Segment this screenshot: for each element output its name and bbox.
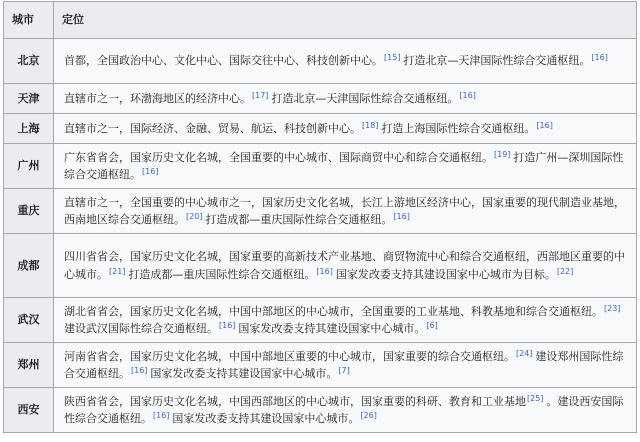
- position-text: 打造广州—深圳国际性综合交通枢纽。: [64, 150, 624, 181]
- position-text: 建设武汉国际性综合交通枢纽。: [64, 322, 218, 335]
- table-row: [4, 234, 637, 298]
- table-row: [4, 298, 637, 343]
- city-cell: 广州: [4, 144, 54, 189]
- citation-link[interactable]: [16]: [219, 321, 236, 330]
- citation-link[interactable]: [16]: [591, 53, 608, 63]
- city-cell: 北京: [4, 39, 54, 84]
- position-text: 直辖市之一，环渤海地区的经济中心。: [64, 91, 251, 105]
- position-text: 打造成都—重庆国际性综合交通枢纽。: [128, 267, 316, 281]
- citation-link[interactable]: [23]: [604, 303, 621, 313]
- position-text: 陕西省省会，国家历史文化名城，中国西部地区的中心城市，国家重要的科研、教育和工业基地: [64, 394, 526, 408]
- table-body: [4, 39, 637, 433]
- position-text: 直辖市之一，国际经济、金融、贸易、航运、科技创新中心。: [64, 121, 361, 135]
- citation-link[interactable]: [24]: [516, 348, 533, 358]
- position-cell: [54, 343, 637, 388]
- position-text: 国家发改委支持其建设国家中心城市。: [150, 367, 338, 380]
- position-cell: [54, 39, 637, 84]
- citation-link[interactable]: [17]: [252, 90, 269, 100]
- citation-link[interactable]: [16]: [316, 266, 333, 276]
- position-text: 湖北省省会，国家历史文化名城，中国中部地区的中心城市，全国重要的工业基地、科教基地和综合交通枢纽。: [64, 304, 603, 318]
- table-row: [4, 39, 637, 84]
- citation-link[interactable]: [7]: [338, 366, 350, 375]
- position-cell: [54, 298, 637, 343]
- citation-link[interactable]: [15]: [384, 53, 401, 63]
- position-text: 河南省省会，国家历史文化名城，中国中部地区重要的中心城市，国家重要的综合交通枢纽。: [64, 349, 515, 363]
- position-text: 打造上海国际性综合交通枢纽。: [381, 121, 536, 135]
- header-city[interactable]: 城市: [4, 2, 54, 39]
- citation-link[interactable]: [21]: [109, 266, 126, 276]
- position-text: 国家发改委支持其建设国家中心城市。: [238, 322, 426, 335]
- position-cell: [54, 84, 637, 114]
- city-cell: 成都: [4, 234, 54, 298]
- citation-link[interactable]: [16]: [153, 411, 170, 420]
- table-row: [4, 144, 637, 189]
- position-cell: [54, 388, 637, 433]
- position-text: 建设郑州国际性综合交通枢纽。: [64, 349, 624, 380]
- citation-link[interactable]: [6]: [426, 321, 438, 330]
- position-cell: [54, 234, 637, 298]
- table-row: [4, 189, 637, 234]
- city-cell: 西安: [4, 388, 54, 433]
- table-row: [4, 114, 637, 144]
- position-text: 首都，全国政治中心、文化中心、国际交往中心、科技创新中心。: [64, 54, 383, 68]
- city-cell: 郑州: [4, 343, 54, 388]
- table-row: [4, 84, 637, 114]
- table-header-row: [4, 2, 637, 39]
- citation-link[interactable]: [16]: [131, 366, 148, 375]
- position-text: 国家发改委支持其建设国家中心城市。: [172, 412, 360, 425]
- cities-positioning-table: [3, 1, 637, 433]
- position-cell: [54, 144, 637, 189]
- citation-link[interactable]: [16]: [459, 90, 476, 100]
- city-cell: 武汉: [4, 298, 54, 343]
- citation-link[interactable]: [25]: [527, 393, 544, 403]
- citation-link[interactable]: [16]: [393, 212, 410, 221]
- position-text: 打造成都—重庆国际性综合交通枢纽。: [205, 213, 393, 226]
- position-cell: [54, 189, 637, 234]
- position-text: 四川省省会，国家历史文化名城，国家重要的高新技术产业基地、商贸物流中心和综合交通枢纽，西部地区重要的中心城市。: [64, 250, 625, 281]
- position-text: 广东省省会，国家历史文化名城，全国重要的中心城市、国际商贸中心和综合交通枢纽。: [64, 150, 493, 164]
- position-text: 。建设西安国际性综合交通枢纽。: [64, 394, 624, 425]
- position-text: 国家发改委支持其建设国家中心城市为目标。: [335, 267, 556, 281]
- position-text: 打造北京—天津国际性综合交通枢纽。: [403, 54, 591, 68]
- position-cell: [54, 114, 637, 144]
- citation-link[interactable]: [20]: [186, 212, 203, 221]
- city-cell: 上海: [4, 114, 54, 144]
- city-cell: 天津: [4, 84, 54, 114]
- citation-link[interactable]: [16]: [142, 167, 159, 176]
- citation-link[interactable]: [26]: [360, 411, 377, 420]
- table-row: [4, 388, 637, 433]
- citation-link[interactable]: [16]: [536, 120, 553, 130]
- header-position[interactable]: 定位: [54, 2, 637, 39]
- citation-link[interactable]: [18]: [362, 120, 379, 130]
- citation-link[interactable]: [22]: [556, 266, 574, 276]
- position-text: 打造北京—天津国际性综合交通枢纽。: [271, 91, 459, 105]
- city-cell: 重庆: [4, 189, 54, 234]
- citation-link[interactable]: [19]: [494, 149, 511, 159]
- table-row: [4, 343, 637, 388]
- position-text: 直辖市之一，全国重要的中心城市之一，国家历史文化名城，长江上游地区经济中心，国家重要的现代制造业基地，西南地区综合交通枢纽。: [64, 195, 625, 226]
